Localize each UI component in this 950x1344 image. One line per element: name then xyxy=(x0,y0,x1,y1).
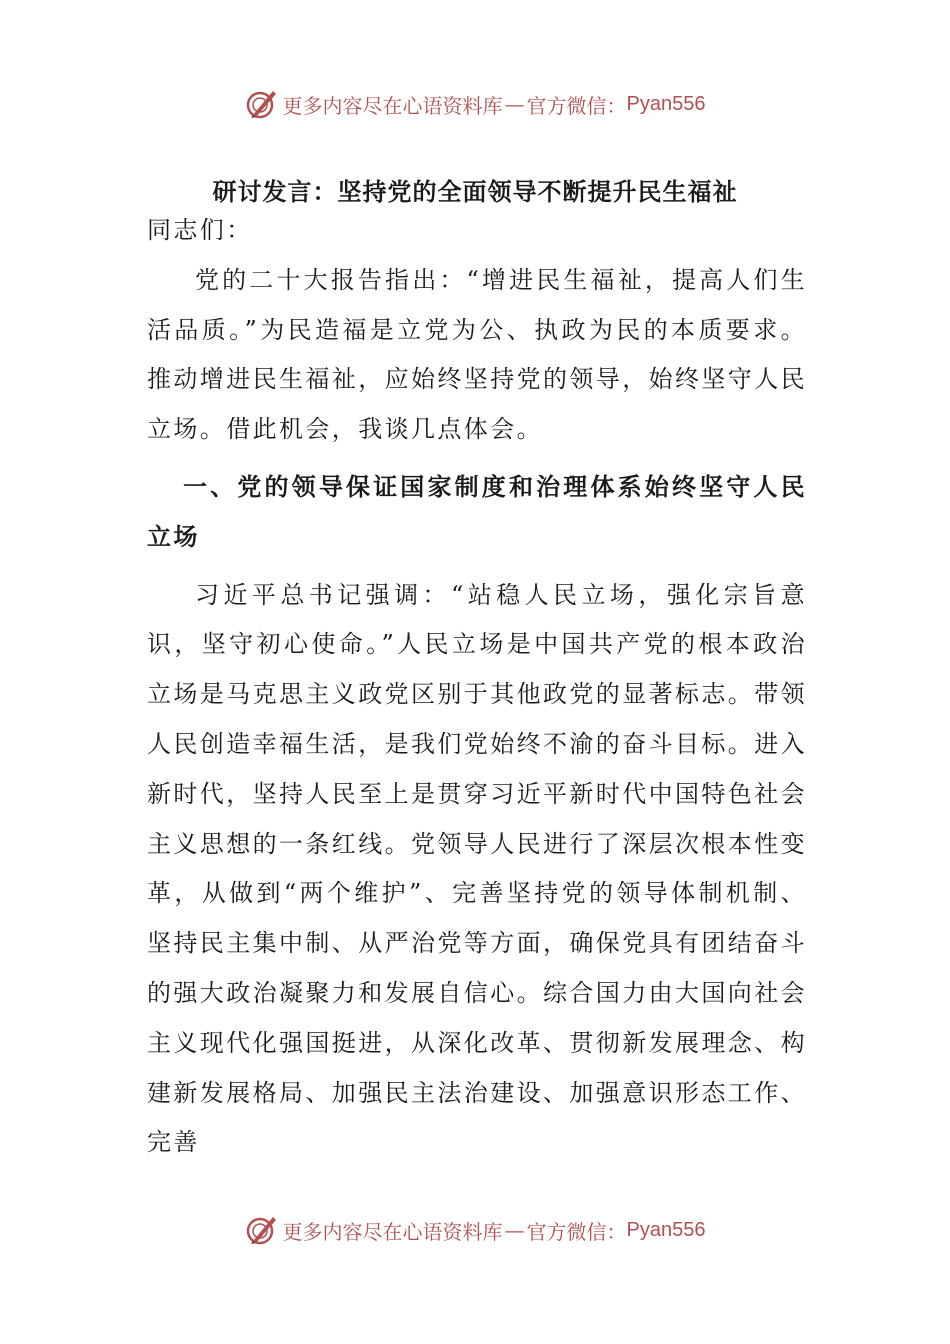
salutation: 同志们： xyxy=(147,216,253,244)
header-watermark xyxy=(0,84,950,124)
section-heading-1: 一、党的领导保证国家制度和治理体系始终坚守人民立场 xyxy=(147,472,807,551)
watermark-wechat-label: 官方微信： xyxy=(526,1219,627,1244)
watermark-wechat-id: Pyan556 xyxy=(626,1218,706,1241)
watermark-text: 更多内容尽在心语资料库 xyxy=(282,93,503,118)
watermark-separator: — xyxy=(504,92,525,116)
footer-watermark xyxy=(0,1210,950,1250)
watermark-separator: — xyxy=(504,1218,525,1242)
paragraph-section-1: 习近平总书记强调：“站稳人民立场，强化宗旨意识，坚守初心使命。”人民立场是中国共产党的根本政治立场是马克思主义政党区别于其他政党的显著标志。带领人民创造幸福生活，是我们党始终不渝的奋斗目标。进入新时代，坚持人民至上是贯穿习近平新时代中国特色社会主义思想的一条红线。党领导人民进行了深层次根本性变革，从做到“两个维护”、完善坚持党的领导体制机制、坚持民主集中制、从严治党等方面，确保党具有团结奋斗的强大政治凝聚力和发展自信心。综合国力由大国向社会主义现代化强国挺进，从深化改革、贯彻新发展理念、构建新发展格局、加强民主法治建设、加强意识形态工作、完善 xyxy=(147,580,807,1157)
paragraph-intro: 党的二十大报告指出：“增进民生福祉，提高人们生活品质。”为民造福是立党为公、执政为民的本质要求。推动增进民生福祉，应始终坚持党的领导，始终坚守人民立场。借此机会，我谈几点体会。 xyxy=(147,265,807,444)
watermark-text: 更多内容尽在心语资料库 xyxy=(282,1219,503,1244)
watermark-wechat-label: 官方微信： xyxy=(526,93,627,118)
watermark-wechat-id: Pyan556 xyxy=(626,92,706,115)
pen-logo-icon xyxy=(245,1213,279,1247)
document-body xyxy=(147,206,807,1168)
document-title: 研讨发言：坚持党的全面领导不断提升民生福祉 xyxy=(212,178,738,206)
pen-logo-icon xyxy=(245,87,279,121)
